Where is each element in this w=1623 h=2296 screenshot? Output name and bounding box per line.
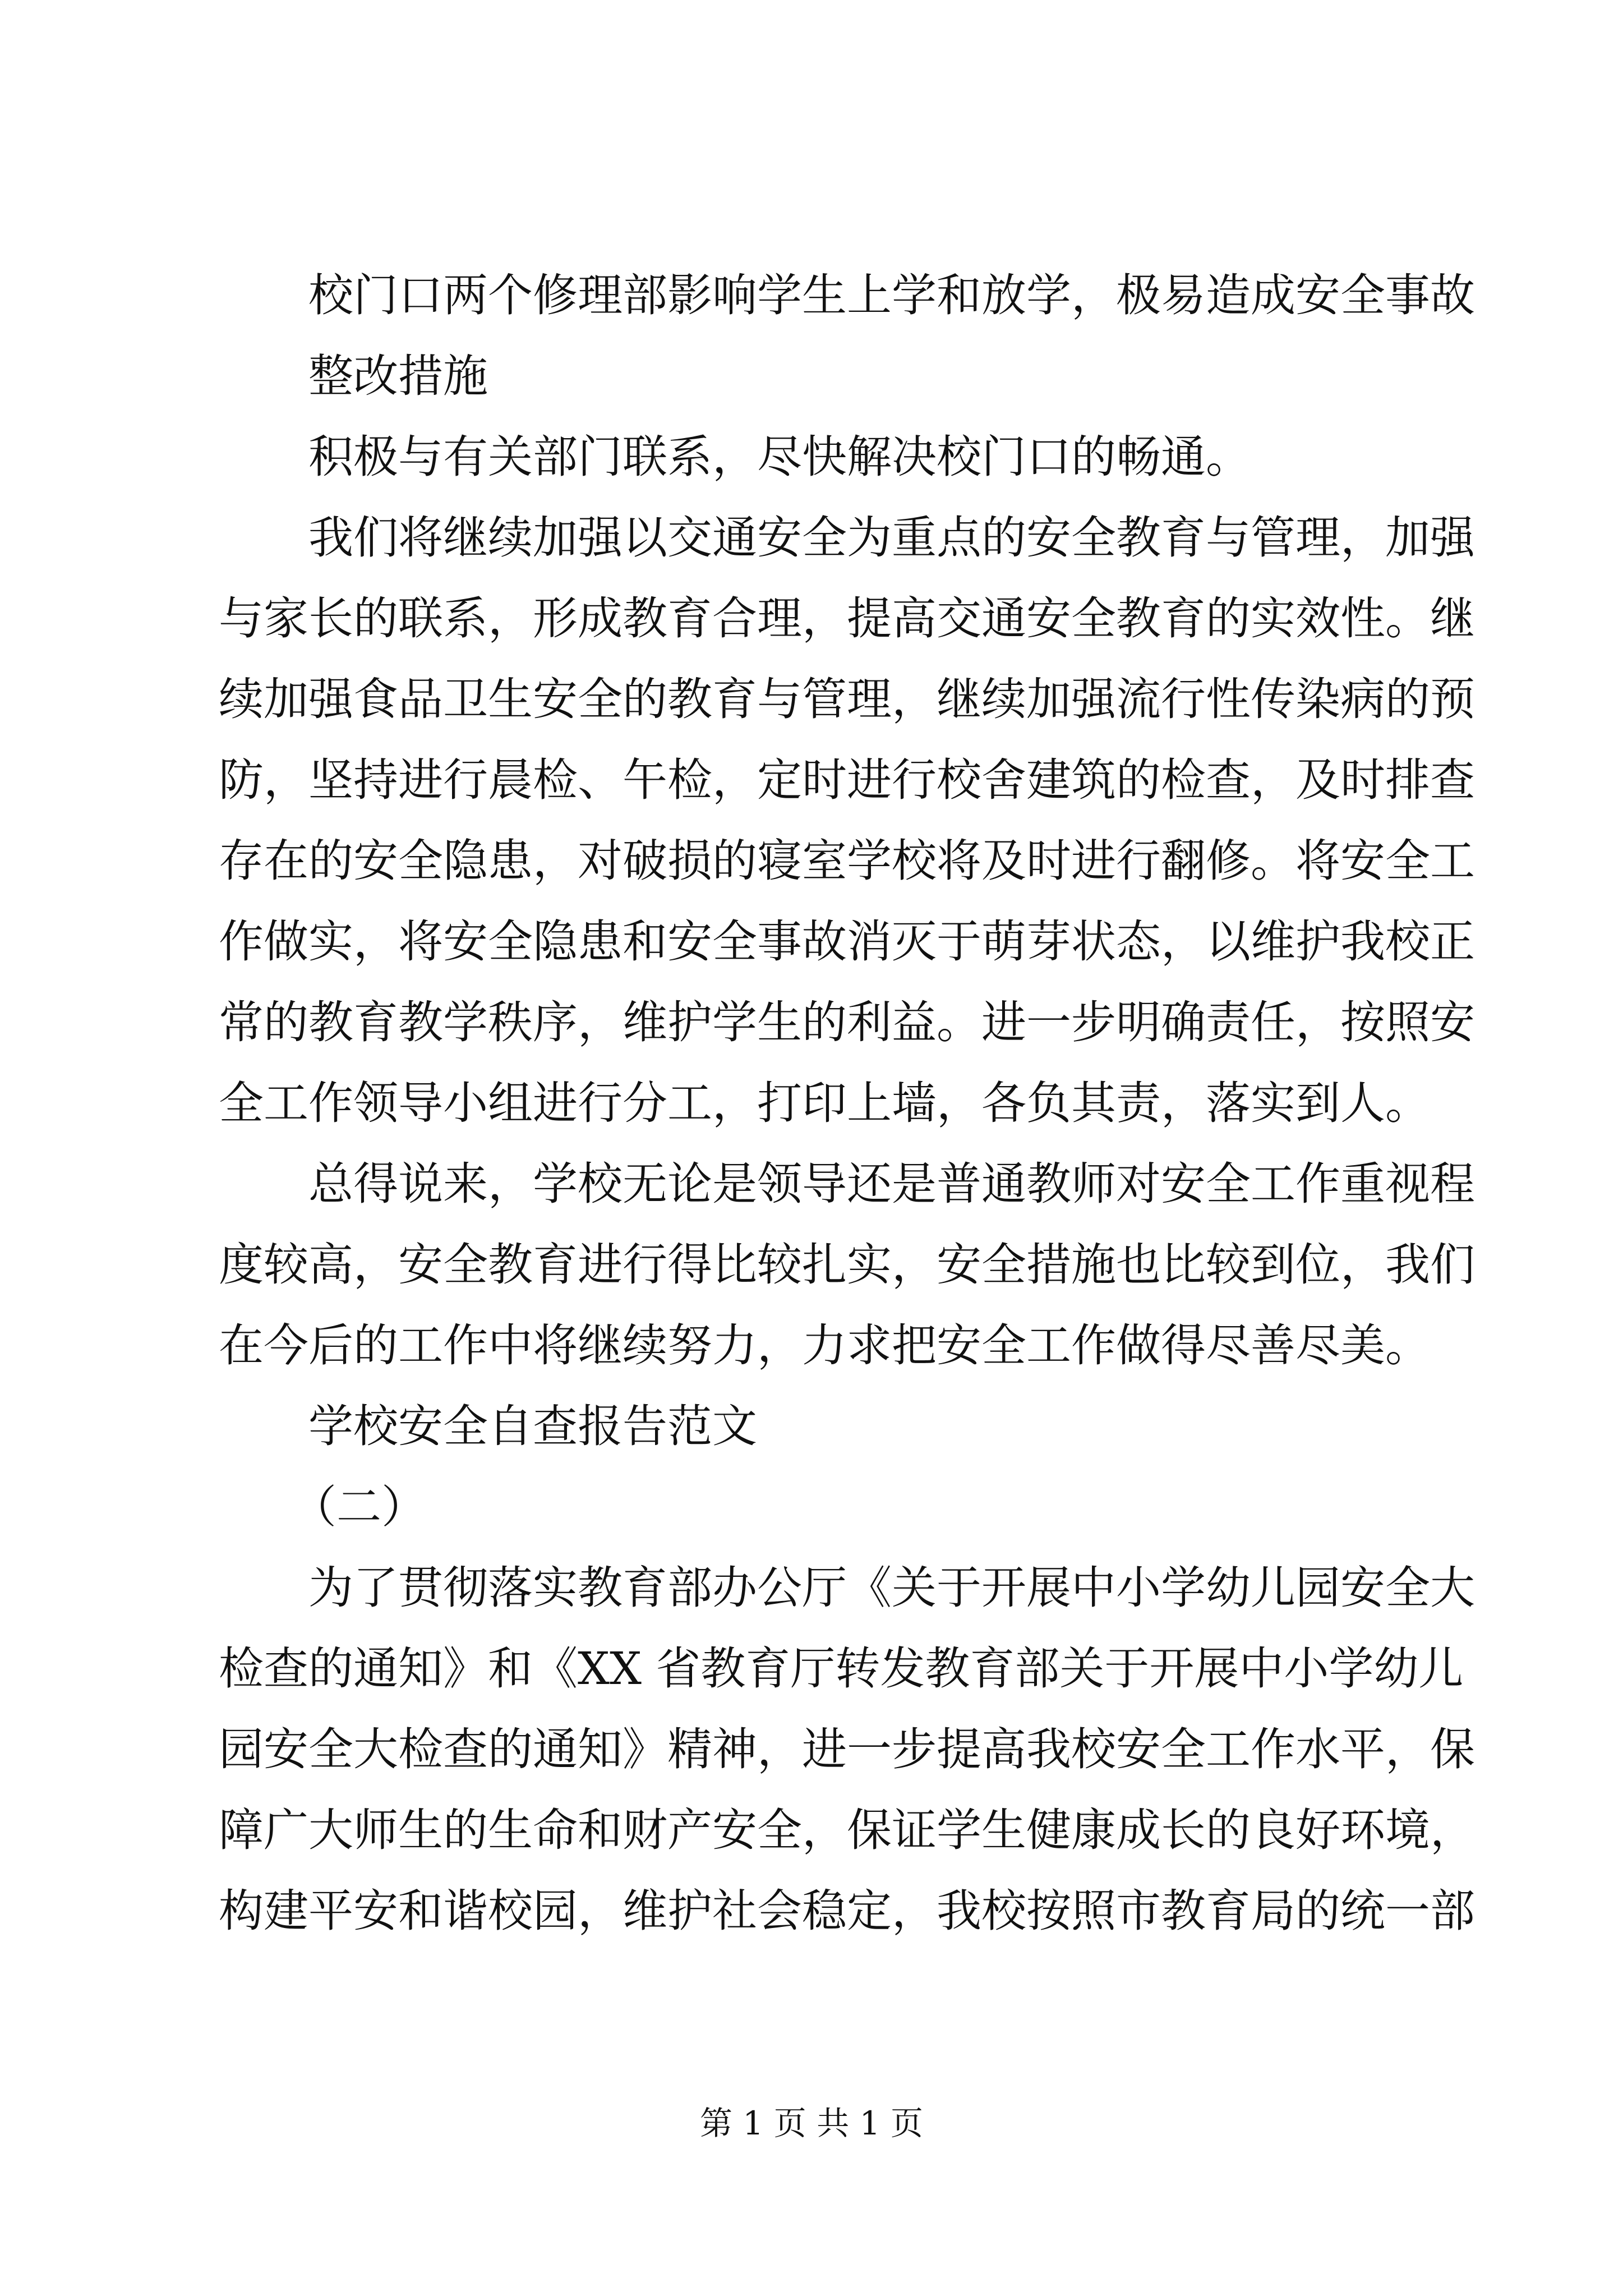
text-line: 续加强食品卫生安全的教育与管理，继续加强流行性传染病的预: [219, 673, 1475, 725]
text-line: 防，坚持进行晨检、午检，定时进行校舍建筑的检查，及时排查: [219, 754, 1475, 806]
text-line: 为了贯彻落实教育部办公厅《关于开展中小学幼儿园安全大: [308, 1562, 1475, 1614]
text-line: 常的教育教学秩序，维护学生的利益。进一步明确责任，按照安: [219, 996, 1475, 1048]
text-line: 存在的安全隐患，对破损的寝室学校将及时进行翻修。将安全工: [219, 835, 1475, 887]
text-line: 总得说来，学校无论是领导还是普通教师对安全工作重视程: [308, 1158, 1475, 1210]
text-line: 度较高，安全教育进行得比较扎实，安全措施也比较到位，我们: [219, 1239, 1475, 1291]
text-line: 园安全大检查的通知》精神，进一步提高我校安全工作水平，保: [219, 1723, 1475, 1775]
text-line: 障广大师生的生命和财产安全，保证学生健康成长的良好环境，: [219, 1804, 1475, 1856]
text-line: 全工作领导小组进行分工，打印上墙，各负其责，落实到人。: [219, 1077, 1430, 1129]
text-line: 校门口两个修理部影响学生上学和放学，极易造成安全事故: [308, 269, 1475, 321]
section-title: 学校安全自查报告范文: [308, 1400, 757, 1452]
text-line: 检查的通知》和《XX 省教育厅转发教育部关于开展中小学幼儿: [219, 1642, 1464, 1695]
section-number: （二）: [292, 1481, 426, 1533]
text-line: 与家长的联系，形成教育合理，提高交通安全教育的实效性。继: [219, 592, 1475, 645]
text-line: 构建平安和谐校园，维护社会稳定，我校按照市教育局的统一部: [219, 1885, 1475, 1937]
document-body: [219, 255, 1475, 1952]
text-line: 作做实，将安全隐患和安全事故消灭于萌芽状态，以维护我校正: [219, 915, 1475, 968]
page-footer: 第 1 页 共 1 页: [700, 2104, 923, 2142]
text-line: 我们将继续加强以交通安全为重点的安全教育与管理，加强: [308, 512, 1475, 564]
text-line: 积极与有关部门联系，尽快解决校门口的畅通。: [308, 431, 1251, 483]
text-line: 整改措施: [308, 350, 488, 402]
text-line: 在今后的工作中将继续努力，力求把安全工作做得尽善尽美。: [219, 1319, 1430, 1372]
